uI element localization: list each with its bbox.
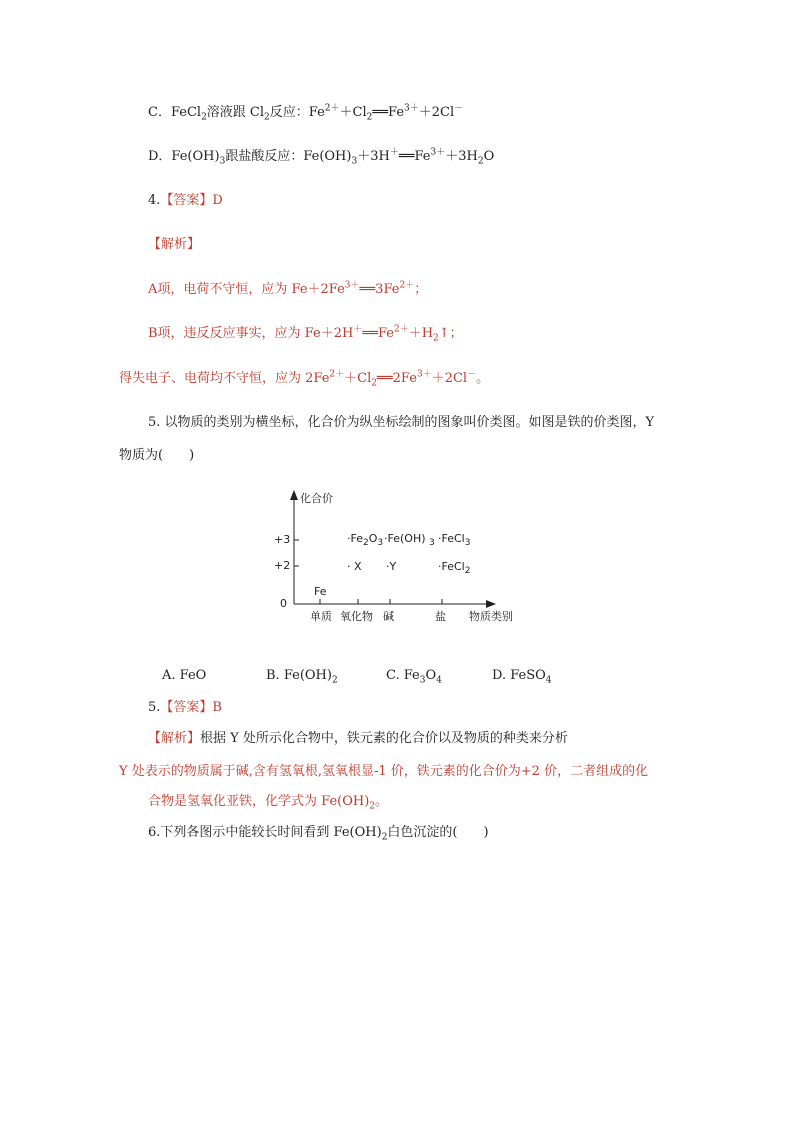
x-axis-label: 物质类别 xyxy=(469,610,513,623)
y-axis-arrow xyxy=(290,490,298,500)
x-cat-element: 单质 xyxy=(310,610,332,623)
y-axis-label: 化合价 xyxy=(300,492,333,505)
point-fecl3: ·FeCl$_3$ xyxy=(438,532,471,549)
point-fe2o3: $\cdot Fe_2O_3$ xyxy=(347,532,384,549)
a4-answer: 4.【答案】D xyxy=(148,193,223,208)
a4-analysis-tag: 【解析】 xyxy=(148,237,201,252)
y-tick-plus3: +3 xyxy=(274,533,291,546)
q3-option-c: C．FeCl$_2$溶液跟 $Cl_2$反应：$Fe^{2+}+Cl_2══Fe^{3+}+2Cl^-$ xyxy=(148,103,464,123)
a5-analysis-line1: 【解析】根据 Y 处所示化合物中，铁元素的化合价以及物质的种类来分析 xyxy=(148,731,568,746)
q5-option-b: B. $Fe(OH)_2$ xyxy=(266,668,338,686)
q5-stem-line2: 物质为( ) xyxy=(119,448,195,463)
y-tick-plus2: +2 xyxy=(274,559,291,572)
x-cat-salt: 盐 xyxy=(435,610,446,623)
valence-class-diagram xyxy=(270,488,530,623)
diagram-axes xyxy=(270,488,530,623)
q5-option-c: C. $Fe_3O_4$ xyxy=(386,668,442,686)
x-cat-base: 碱 xyxy=(383,610,394,623)
a5-analysis-line2: Y 处表示的物质属于碱,含有氢氧根,氢氧根显-1 价，铁元素的化合价为+2 价，二者组成的化 xyxy=(119,764,649,779)
a5-analysis-line3: 合物是氢氧化亚铁，化学式为 $Fe(OH)_2$。 xyxy=(148,794,389,812)
y-tick-zero: 0 xyxy=(280,597,287,610)
q6-stem: 6.下列各图示中能较长时间看到 $Fe(OH)_2$白色沉淀的( ) xyxy=(148,825,489,843)
x-cat-oxide: 氧化物 xyxy=(340,610,373,623)
q5-stem-line1: 5. 以物质的类别为横坐标，化合价为纵坐标绘制的图象叫价类图。如图是铁的价类图，Y xyxy=(148,415,655,430)
point-x: · X xyxy=(347,560,362,573)
point-y: ·Y xyxy=(386,560,397,573)
point-fe: Fe xyxy=(314,585,327,598)
q5-option-d: D. FeSO$_4$ xyxy=(492,668,552,686)
a4-line-c: 得失电子、电荷均不守恒，应为 $2Fe^{2+}+Cl_2══2Fe^{3+}+2Cl^-$。 xyxy=(119,369,490,389)
x-axis-arrow xyxy=(486,600,496,608)
a4-line-a: A项，电荷不守恒，应为 $Fe+2Fe^{3+}══3Fe^{2+}$； xyxy=(148,280,428,297)
q3-option-d: D．$Fe(OH)_3$跟盐酸反应：$Fe(OH)_3+3H^+══Fe^{3+}+3H_2O$ xyxy=(148,147,495,167)
a5-answer: 5.【答案】B xyxy=(148,700,222,715)
q5-option-a: A. FeO xyxy=(162,668,207,683)
point-fecl2: ·FeCl$_2$ xyxy=(438,560,471,577)
point-feoh3: ·Fe(OH) $_3$ xyxy=(384,532,435,549)
a4-line-b: B项，违反反应事实，应为 $Fe+2H^+══Fe^{2+}+H_2↑$； xyxy=(148,324,463,344)
